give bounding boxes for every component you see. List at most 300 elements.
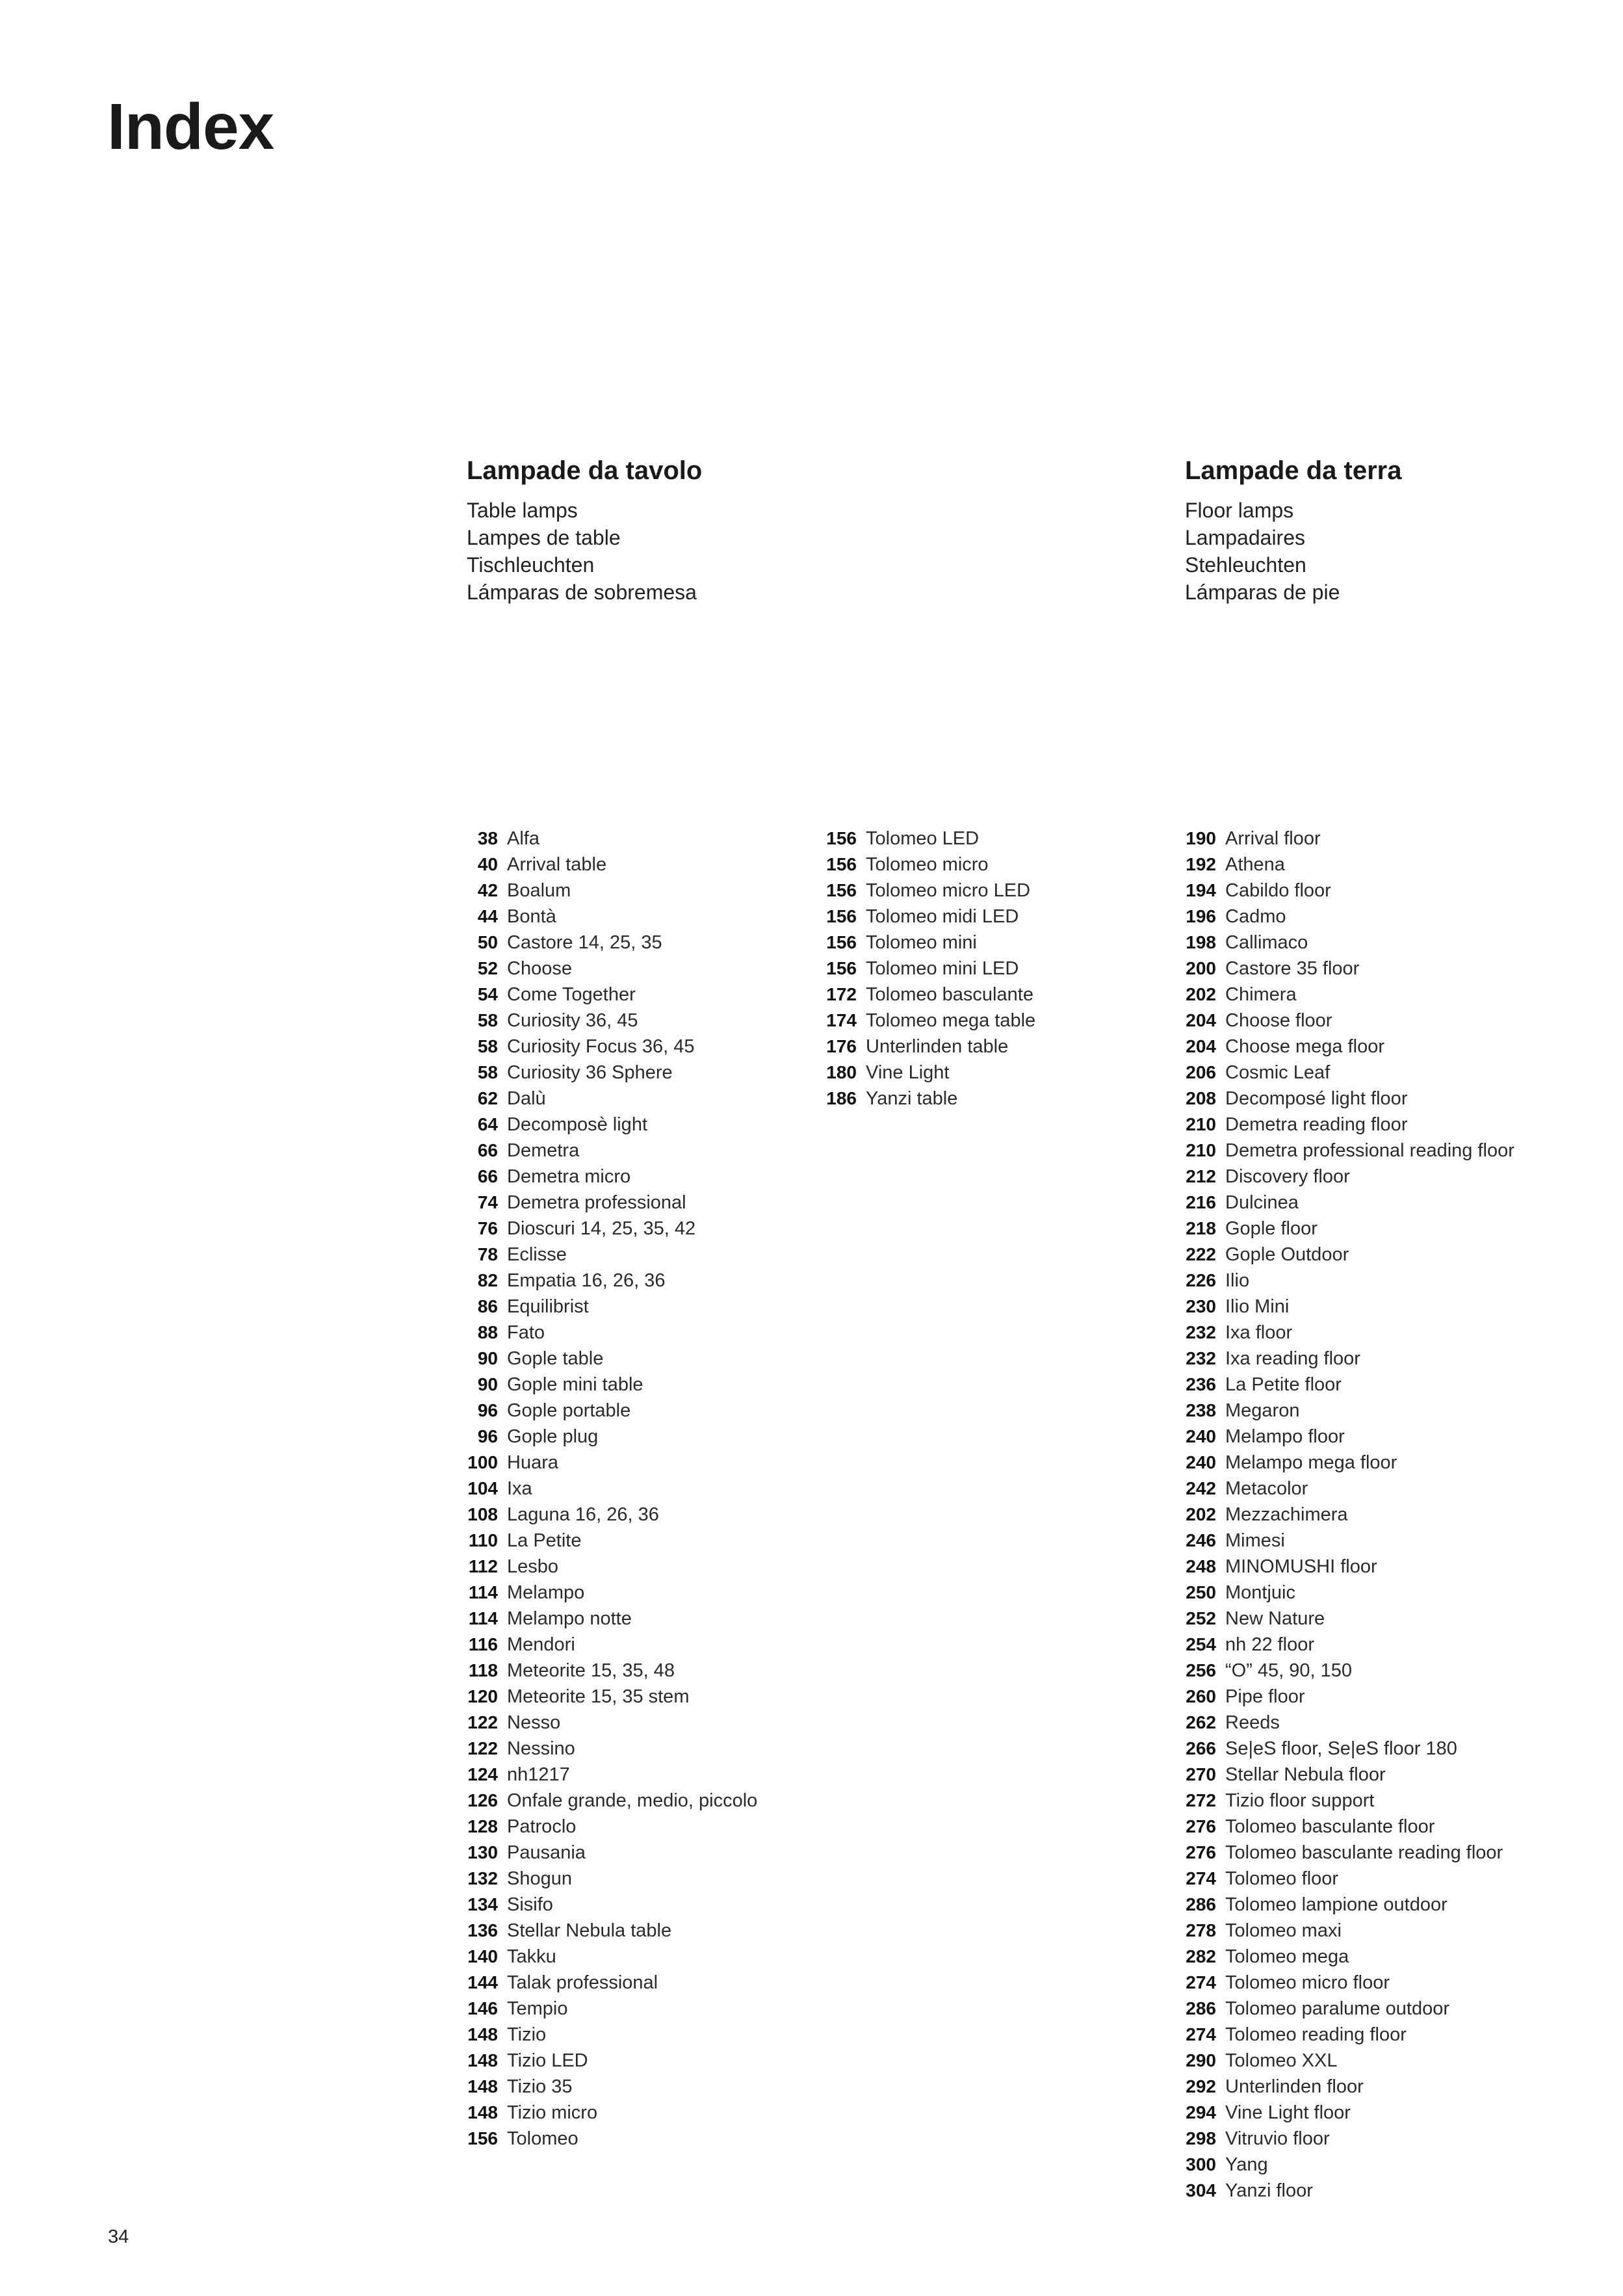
index-entry-page: 156	[826, 854, 857, 874]
index-entry	[820, 982, 1035, 1008]
index-entry-name: Onfale grande, medio, piccolo	[507, 1790, 758, 1811]
floor-lamps-subtitle-es: Lámparas de pie	[1185, 581, 1340, 604]
index-entry	[1180, 1034, 1514, 1060]
index-entry	[820, 1034, 1035, 1060]
index-entry-name: Ixa	[507, 1478, 532, 1499]
index-entry-name: Chimera	[1225, 984, 1297, 1005]
index-entry	[461, 1996, 757, 2022]
index-entry-page: 64	[477, 1114, 498, 1134]
index-entry-name: Stellar Nebula floor	[1225, 1764, 1386, 1785]
index-entry-name: Discovery floor	[1225, 1166, 1350, 1187]
index-entry-name: Montjuic	[1225, 1582, 1295, 1603]
index-entry	[1180, 1060, 1514, 1086]
index-entry-name: Yanzi table	[866, 1088, 958, 1109]
index-entry	[1180, 2022, 1514, 2048]
index-entry	[461, 1580, 757, 1606]
index-entry	[1180, 2100, 1514, 2126]
index-entry-name: Boalum	[507, 880, 571, 901]
index-entry-page: 58	[477, 1036, 498, 1056]
index-entry	[820, 1086, 1035, 1112]
index-entry-name: Cosmic Leaf	[1225, 1062, 1331, 1083]
index-entry-name: Decomposè light	[507, 1114, 647, 1135]
index-entry-name: Tolomeo micro LED	[866, 880, 1031, 901]
table-lamps-heading: Lampade da tavolo	[467, 456, 703, 485]
table-lamps-section-header	[467, 455, 1052, 606]
index-entry-name: Mezzachimera	[1225, 1504, 1348, 1525]
index-entry-page: 202	[1186, 1504, 1216, 1524]
index-entry	[461, 1450, 757, 1476]
index-entry-name: Demetra reading floor	[1225, 1114, 1408, 1135]
index-entry	[1180, 1892, 1514, 1918]
floor-lamps-subtitle-fr: Lampadaires	[1185, 526, 1305, 549]
index-entry-page: 144	[467, 1972, 498, 1992]
index-entry-page: 202	[1186, 984, 1216, 1004]
index-entry-name: Tolomeo basculante reading floor	[1225, 1842, 1503, 1863]
index-entry-name: Tolomeo XXL	[1225, 2050, 1338, 2071]
index-entry	[1180, 1840, 1514, 1866]
index-entry-page: 86	[477, 1296, 498, 1316]
index-entry-name: Vitruvio floor	[1225, 2128, 1330, 2149]
index-entry-page: 266	[1186, 1738, 1216, 1758]
index-entry	[1180, 1658, 1514, 1684]
index-entry-page: 114	[468, 1582, 498, 1602]
index-entry-page: 66	[477, 1166, 498, 1186]
index-entry	[461, 1476, 757, 1502]
index-entry-name: Vine Light	[866, 1062, 950, 1083]
index-entry	[1180, 1632, 1514, 1658]
index-entry-name: Meteorite 15, 35 stem	[507, 1686, 690, 1707]
index-entry-page: 128	[467, 1816, 498, 1836]
index-entry	[820, 852, 1035, 878]
index-entry-name: Cadmo	[1225, 906, 1286, 927]
index-entry-page: 242	[1186, 1478, 1216, 1498]
index-entry-page: 40	[477, 854, 498, 874]
index-column-table-lamps-2	[820, 826, 1035, 1112]
index-entry-name: Arrival table	[507, 854, 607, 875]
index-entry-page: 192	[1186, 854, 1216, 874]
index-entry-page: 172	[826, 984, 857, 1004]
index-entry-page: 112	[468, 1556, 498, 1576]
index-entry	[461, 878, 757, 904]
index-entry	[1180, 1814, 1514, 1840]
index-entry-page: 74	[477, 1192, 498, 1212]
index-entry	[461, 1268, 757, 1294]
index-entry	[1180, 1320, 1514, 1346]
floor-lamps-subtitle-en: Floor lamps	[1185, 499, 1294, 522]
index-entry-page: 90	[477, 1374, 498, 1394]
index-entry-name: Eclisse	[507, 1244, 567, 1265]
index-entry-page: 88	[477, 1322, 498, 1342]
index-entry	[461, 2100, 757, 2126]
index-entry	[1180, 1970, 1514, 1996]
index-entry-name: nh1217	[507, 1764, 570, 1785]
index-entry-page: 42	[477, 880, 498, 900]
index-entry-name: Ixa floor	[1225, 1322, 1293, 1343]
index-entry-page: 240	[1186, 1452, 1216, 1472]
index-entry-page: 210	[1186, 1114, 1216, 1134]
index-entry-name: Unterlinden table	[866, 1036, 1009, 1057]
index-entry-name: Tolomeo midi LED	[866, 906, 1019, 927]
floor-lamps-heading: Lampade da terra	[1185, 456, 1402, 485]
index-entry-name: Yang	[1225, 2154, 1268, 2175]
index-entry	[1180, 1528, 1514, 1554]
index-entry-page: 156	[467, 2128, 498, 2148]
index-entry-page: 58	[477, 1062, 498, 1082]
index-entry	[461, 1138, 757, 1164]
index-entry-page: 274	[1186, 1972, 1216, 1992]
index-entry-page: 210	[1186, 1140, 1216, 1160]
index-entry-name: Tolomeo reading floor	[1225, 2024, 1407, 2045]
index-entry	[461, 1060, 757, 1086]
index-entry	[1180, 956, 1514, 982]
index-entry	[1180, 1164, 1514, 1190]
index-entry-page: 286	[1186, 1998, 1216, 2018]
index-entry-name: MINOMUSHI floor	[1225, 1556, 1377, 1577]
index-entry	[1180, 1216, 1514, 1242]
index-entry-name: Callimaco	[1225, 932, 1308, 953]
index-entry-name: Melampo floor	[1225, 1426, 1345, 1447]
index-entry-name: Takku	[507, 1946, 556, 1967]
index-entry-name: Gople mini table	[507, 1374, 643, 1395]
index-entry	[461, 1684, 757, 1710]
index-entry-page: 196	[1186, 906, 1216, 926]
index-entry-name: Empatia 16, 26, 36	[507, 1270, 666, 1291]
index-entry	[461, 1164, 757, 1190]
index-entry-page: 118	[468, 1660, 498, 1680]
index-entry	[1180, 1450, 1514, 1476]
index-entry-page: 250	[1186, 1582, 1216, 1602]
index-entry-name: Tolomeo mini LED	[866, 958, 1019, 979]
index-entry	[461, 1970, 757, 1996]
index-entry-page: 52	[477, 958, 498, 978]
index-entry-page: 270	[1186, 1764, 1216, 1784]
index-entry	[820, 956, 1035, 982]
index-entry	[461, 1892, 757, 1918]
index-column-table-lamps-1	[461, 826, 757, 2152]
index-entry	[461, 1528, 757, 1554]
index-entry-name: Pausania	[507, 1842, 586, 1863]
index-entry-page: 286	[1186, 1894, 1216, 1914]
index-entry	[820, 1060, 1035, 1086]
index-entry-page: 180	[826, 1062, 857, 1082]
index-entry	[1180, 1554, 1514, 1580]
index-entry-page: 248	[1186, 1556, 1216, 1576]
floor-lamps-subtitle-de: Stehleuchten	[1185, 553, 1306, 577]
index-entry-page: 174	[826, 1010, 857, 1030]
index-entry-page: 282	[1186, 1946, 1216, 1966]
index-entry-page: 134	[467, 1894, 498, 1914]
index-entry-page: 272	[1186, 1790, 1216, 1810]
index-entry-name: Stellar Nebula table	[507, 1920, 672, 1941]
index-entry-name: Alfa	[507, 828, 539, 849]
index-entry-page: 76	[477, 1218, 498, 1238]
index-entry-name: Tolomeo lampione outdoor	[1225, 1894, 1448, 1915]
index-entry	[461, 1034, 757, 1060]
index-entry-name: Vine Light floor	[1225, 2102, 1351, 2123]
index-entry-name: Gople plug	[507, 1426, 599, 1447]
index-entry	[1180, 1736, 1514, 1762]
index-entry-page: 278	[1186, 1920, 1216, 1940]
index-entry-page: 262	[1186, 1712, 1216, 1732]
index-entry	[1180, 904, 1514, 930]
index-entry-page: 140	[467, 1946, 498, 1966]
index-entry	[1180, 2152, 1514, 2178]
index-entry-name: Demetra professional	[507, 1192, 686, 1213]
index-entry	[461, 1788, 757, 1814]
index-entry-name: Choose floor	[1225, 1010, 1332, 1031]
index-entry	[1180, 1112, 1514, 1138]
index-entry-name: Nessino	[507, 1738, 575, 1759]
index-entry-name: Dioscuri 14, 25, 35, 42	[507, 1218, 696, 1239]
index-entry-page: 122	[467, 1738, 498, 1758]
index-entry-page: 198	[1186, 932, 1216, 952]
index-entry	[1180, 852, 1514, 878]
index-entry-name: Talak professional	[507, 1972, 658, 1993]
index-entry	[1180, 1866, 1514, 1892]
index-entry-name: Tolomeo maxi	[1225, 1920, 1342, 1941]
index-entry-name: Castore 35 floor	[1225, 958, 1360, 979]
index-entry	[1180, 1762, 1514, 1788]
index-entry	[1180, 1580, 1514, 1606]
index-entry-page: 186	[826, 1088, 857, 1108]
index-entry-name: Cabildo floor	[1225, 880, 1331, 901]
index-column-floor-lamps	[1180, 826, 1514, 2204]
index-entry-page: 156	[826, 828, 857, 848]
index-entry-name: Tolomeo mini	[866, 932, 977, 953]
index-entry-page: 54	[477, 984, 498, 1004]
index-entry	[1180, 1190, 1514, 1216]
index-entry-name: Tolomeo LED	[866, 828, 980, 849]
index-entry-name: Tolomeo mega	[1225, 1946, 1349, 1967]
index-entry-name: Tizio	[507, 2024, 547, 2045]
index-entry	[461, 904, 757, 930]
index-entry-name: La Petite	[507, 1530, 582, 1551]
index-entry	[461, 2022, 757, 2048]
table-lamps-subtitle-de: Tischleuchten	[467, 553, 595, 577]
index-entry-name: Tolomeo	[507, 2128, 578, 2149]
index-entry	[461, 1554, 757, 1580]
index-entry-name: Tizio 35	[507, 2076, 573, 2097]
index-entry-name: Tempio	[507, 1998, 568, 2019]
index-entry-name: Tizio micro	[507, 2102, 598, 2123]
index-entry	[1180, 878, 1514, 904]
index-entry-name: Megaron	[1225, 1400, 1300, 1421]
index-entry-page: 176	[826, 1036, 857, 1056]
index-entry	[1180, 1606, 1514, 1632]
index-entry-page: 156	[826, 932, 857, 952]
index-entry-name: Gople Outdoor	[1225, 1244, 1349, 1265]
index-entry-page: 110	[468, 1530, 498, 1550]
index-entry	[461, 1086, 757, 1112]
index-entry-name: Nesso	[507, 1712, 561, 1733]
index-entry-page: 38	[477, 828, 498, 848]
index-entry	[461, 852, 757, 878]
index-entry-name: Equilibrist	[507, 1296, 589, 1317]
index-entry	[461, 1398, 757, 1424]
index-entry	[461, 1216, 757, 1242]
index-entry-page: 124	[467, 1764, 498, 1784]
index-entry-name: Demetra	[507, 1140, 580, 1161]
index-entry-name: Melampo	[507, 1582, 585, 1603]
index-entry	[461, 1112, 757, 1138]
index-entry	[1180, 1008, 1514, 1034]
index-entry-page: 294	[1186, 2102, 1216, 2122]
index-entry-name: Bontà	[507, 906, 556, 927]
index-entry-name: Metacolor	[1225, 1478, 1308, 1499]
index-entry-name: Meteorite 15, 35, 48	[507, 1660, 675, 1681]
index-entry-name: Tolomeo floor	[1225, 1868, 1339, 1889]
index-entry-name: Curiosity Focus 36, 45	[507, 1036, 695, 1057]
index-entry	[461, 930, 757, 956]
index-entry-page: 156	[826, 880, 857, 900]
index-entry-name: Gople table	[507, 1348, 604, 1369]
index-entry-name: Tizio floor support	[1225, 1790, 1375, 1811]
index-entry-page: 78	[477, 1244, 498, 1264]
index-entry	[461, 1918, 757, 1944]
index-entry	[461, 1944, 757, 1970]
index-entry	[1180, 1424, 1514, 1450]
index-entry-name: Tolomeo micro	[866, 854, 989, 875]
index-entry	[461, 1372, 757, 1398]
index-entry-name: Tolomeo basculante floor	[1225, 1816, 1435, 1837]
index-entry-page: 290	[1186, 2050, 1216, 2070]
index-entry	[461, 1190, 757, 1216]
index-entry	[1180, 1996, 1514, 2022]
index-entry	[461, 1736, 757, 1762]
index-entry	[1180, 2074, 1514, 2100]
index-entry-page: 66	[477, 1140, 498, 1160]
index-entry	[461, 1632, 757, 1658]
index-entry-name: Choose mega floor	[1225, 1036, 1385, 1057]
index-entry-page: 206	[1186, 1062, 1216, 1082]
index-entry-page: 104	[467, 1478, 498, 1498]
index-entry	[461, 1658, 757, 1684]
index-entry-name: Gople portable	[507, 1400, 631, 1421]
index-entry-page: 148	[467, 2024, 498, 2044]
index-entry	[1180, 1086, 1514, 1112]
index-entry	[1180, 826, 1514, 852]
index-entry-name: Ilio Mini	[1225, 1296, 1290, 1317]
table-lamps-subtitle-en: Table lamps	[467, 499, 578, 522]
index-entry-page: 132	[467, 1868, 498, 1888]
index-entry-page: 156	[826, 958, 857, 978]
index-entry-page: 190	[1186, 828, 1216, 848]
index-entry-page: 274	[1186, 2024, 1216, 2044]
index-entry	[1180, 982, 1514, 1008]
index-entry-name: Gople floor	[1225, 1218, 1318, 1239]
index-entry-name: Tolomeo micro floor	[1225, 1972, 1390, 1993]
index-entry-page: 130	[467, 1842, 498, 1862]
index-entry-name: Sisifo	[507, 1894, 553, 1915]
index-entry-page: 136	[467, 1920, 498, 1940]
index-entry-name: Ixa reading floor	[1225, 1348, 1360, 1369]
index-entry-name: Come Together	[507, 984, 636, 1005]
index-entry-page: 216	[1186, 1192, 1216, 1212]
index-entry-page: 208	[1186, 1088, 1216, 1108]
index-entry-name: Athena	[1225, 854, 1285, 875]
index-entry-page: 238	[1186, 1400, 1216, 1420]
index-entry-page: 218	[1186, 1218, 1216, 1238]
index-entry-name: Mendori	[507, 1634, 575, 1655]
index-entry-name: Demetra professional reading floor	[1225, 1140, 1514, 1161]
index-entry	[1180, 1710, 1514, 1736]
index-entry-page: 230	[1186, 1296, 1216, 1316]
index-entry-page: 156	[826, 906, 857, 926]
index-entry-name: Tolomeo basculante	[866, 984, 1033, 1005]
index-entry-name: Decomposé light floor	[1225, 1088, 1408, 1109]
index-entry-page: 200	[1186, 958, 1216, 978]
index-entry-page: 148	[467, 2102, 498, 2122]
index-entry	[461, 1294, 757, 1320]
index-entry-page: 100	[467, 1452, 498, 1472]
index-entry-name: New Nature	[1225, 1608, 1325, 1629]
index-entry	[1180, 1294, 1514, 1320]
index-entry	[820, 826, 1035, 852]
index-entry	[1180, 930, 1514, 956]
index-entry-page: 240	[1186, 1426, 1216, 1446]
table-lamps-subtitle-fr: Lampes de table	[467, 526, 621, 549]
index-entry	[1180, 1918, 1514, 1944]
index-entry-page: 50	[477, 932, 498, 952]
index-entry-name: Fato	[507, 1322, 545, 1343]
index-entry-page: 274	[1186, 1868, 1216, 1888]
index-entry-name: Dalù	[507, 1088, 546, 1109]
index-entry-name: Castore 14, 25, 35	[507, 932, 662, 953]
index-entry	[1180, 1346, 1514, 1372]
index-entry-name: Unterlinden floor	[1225, 2076, 1364, 2097]
index-entry-page: 222	[1186, 1244, 1216, 1264]
index-entry-name: Arrival floor	[1225, 828, 1321, 849]
index-entry	[461, 1866, 757, 1892]
index-entry-name: La Petite floor	[1225, 1374, 1342, 1395]
page-number: 34	[108, 2226, 129, 2247]
index-entry-name: Mimesi	[1225, 1530, 1285, 1551]
index-entry	[461, 1320, 757, 1346]
index-entry-page: 276	[1186, 1816, 1216, 1836]
index-entry	[461, 1424, 757, 1450]
index-entry	[1180, 1138, 1514, 1164]
index-entry-page: 300	[1186, 2154, 1216, 2174]
index-entry	[461, 826, 757, 852]
index-entry	[1180, 1268, 1514, 1294]
index-entry	[461, 1502, 757, 1528]
index-entry-name: Curiosity 36 Sphere	[507, 1062, 673, 1083]
index-entry-page: 126	[467, 1790, 498, 1810]
index-entry-page: 114	[468, 1608, 498, 1628]
index-entry	[461, 1840, 757, 1866]
index-entry-page: 194	[1186, 880, 1216, 900]
page-title: Index	[107, 90, 274, 163]
index-entry-page: 44	[477, 906, 498, 926]
index-entry-page: 90	[477, 1348, 498, 1368]
index-entry-page: 298	[1186, 2128, 1216, 2148]
index-entry	[461, 1606, 757, 1632]
index-entry	[1180, 1372, 1514, 1398]
index-entry-page: 108	[467, 1504, 498, 1524]
index-entry-name: Se|eS floor, Se|eS floor 180	[1225, 1738, 1457, 1759]
index-entry	[461, 2074, 757, 2100]
index-entry-page: 236	[1186, 1374, 1216, 1394]
index-entry	[1180, 1684, 1514, 1710]
index-entry	[1180, 1476, 1514, 1502]
index-entry	[461, 982, 757, 1008]
index-entry	[1180, 2048, 1514, 2074]
index-entry-name: Melampo mega floor	[1225, 1452, 1397, 1473]
index-entry-page: 204	[1186, 1036, 1216, 1056]
index-entry-page: 116	[468, 1634, 498, 1654]
index-entry-name: Curiosity 36, 45	[507, 1010, 638, 1031]
index-entry-page: 148	[467, 2050, 498, 2070]
